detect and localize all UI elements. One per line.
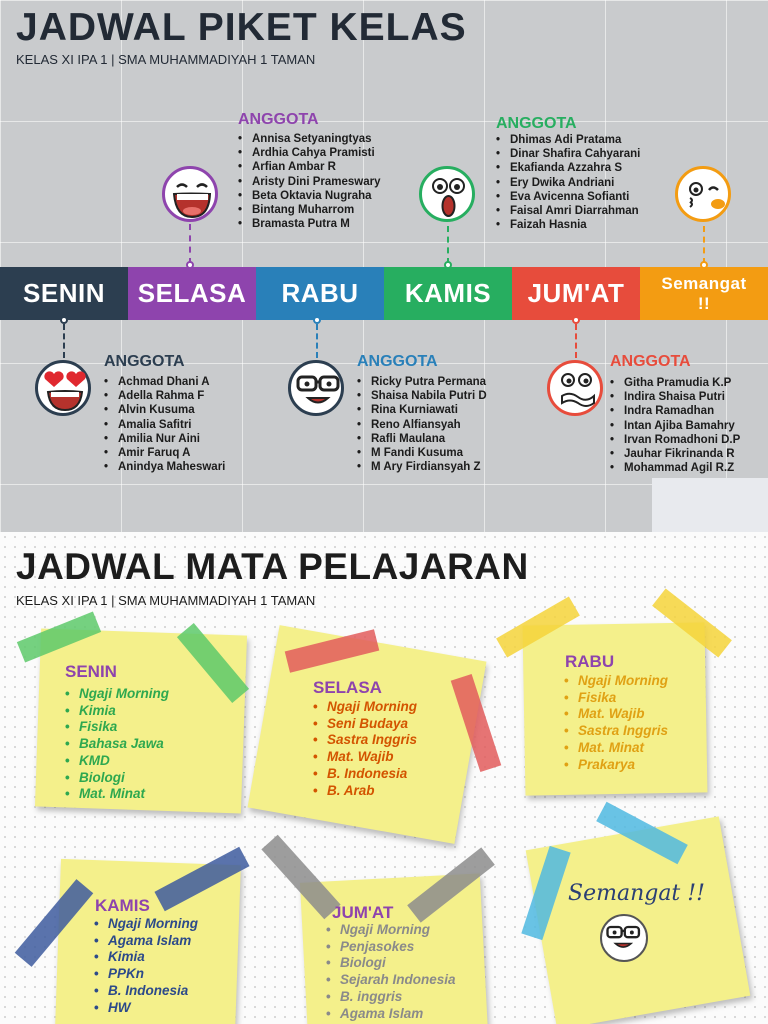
subject-list-selasa bbox=[313, 699, 417, 799]
day-bar-jumat: JUM'AT bbox=[512, 267, 640, 320]
subject-item: • Biologi bbox=[65, 770, 169, 787]
anggota-heading-senin: ANGGOTA bbox=[104, 353, 185, 370]
mapel-subtitle: KELAS XI IPA 1 | SMA MUHAMMADIYAH 1 TAMAN bbox=[16, 593, 316, 608]
subject-item: • B. Indonesia bbox=[313, 766, 417, 783]
connector-dot-rabu bbox=[313, 316, 321, 324]
member-item: • Arfian Ambar R bbox=[238, 160, 380, 174]
member-item: • Shaisa Nabila Putri D bbox=[357, 389, 487, 403]
note-title-jumat: JUM'AT bbox=[332, 903, 394, 922]
connector-dot-jumat bbox=[572, 316, 580, 324]
member-item: • Bintang Muharrom bbox=[238, 203, 380, 217]
subject-item: • Sastra Inggris bbox=[313, 732, 417, 749]
member-item: • Amilia Nur Aini bbox=[104, 432, 225, 446]
piket-title: JADWAL PIKET KELAS bbox=[16, 6, 467, 49]
member-item: • Dinar Shafira Cahyarani bbox=[496, 147, 640, 161]
day-bar-semangat bbox=[640, 267, 768, 320]
anggota-heading-jumat: ANGGOTA bbox=[610, 353, 691, 370]
heart-eyes-face-icon bbox=[35, 360, 91, 416]
glasses-face-icon bbox=[600, 914, 648, 962]
subject-item: • B. inggris bbox=[326, 989, 456, 1006]
semangat-text: Semangat !! bbox=[568, 881, 705, 906]
member-item: • Indra Ramadhan bbox=[610, 404, 740, 418]
member-list-selasa bbox=[238, 132, 380, 231]
note-title-senin: SENIN bbox=[65, 662, 117, 681]
connector-dot-selasa bbox=[186, 261, 194, 269]
member-list-kamis bbox=[496, 133, 640, 232]
subject-item: • B. Arab bbox=[313, 783, 417, 800]
connector-dot-kamis bbox=[444, 261, 452, 269]
subject-item: • PPKn bbox=[94, 966, 198, 983]
subject-item: • Fisika bbox=[65, 719, 169, 736]
laughing-face-icon bbox=[162, 166, 218, 222]
subject-list-jumat bbox=[326, 922, 456, 1022]
semangat-label: Semangat !! bbox=[661, 273, 747, 313]
member-list-rabu bbox=[357, 375, 487, 474]
subject-item: • Ngaji Morning bbox=[326, 922, 456, 939]
subject-item: • Mat. Wajib bbox=[564, 706, 668, 723]
piket-subtitle: KELAS XI IPA 1 | SMA MUHAMMADIYAH 1 TAMAN bbox=[16, 52, 316, 67]
member-item: • Anindya Maheswari bbox=[104, 460, 225, 474]
note-title-selasa: SELASA bbox=[313, 678, 382, 697]
member-item: • Ricky Putra Permana bbox=[357, 375, 487, 389]
blank-panel bbox=[652, 478, 768, 532]
subject-item: • Ngaji Morning bbox=[564, 673, 668, 690]
member-item: • Indira Shaisa Putri bbox=[610, 390, 740, 404]
subject-item: • KMD bbox=[65, 753, 169, 770]
member-item: • Irvan Romadhoni D.P bbox=[610, 433, 740, 447]
mapel-section bbox=[0, 532, 768, 1024]
connector-jumat bbox=[575, 324, 577, 358]
member-item: • Aristy Dini Prameswary bbox=[238, 175, 380, 189]
member-item: • Alvin Kusuma bbox=[104, 403, 225, 417]
member-item: • Ekafianda Azzahra S bbox=[496, 161, 640, 175]
connector-selasa bbox=[189, 224, 191, 264]
subject-item: • Mat. Wajib bbox=[313, 749, 417, 766]
subject-item: • Biologi bbox=[326, 955, 456, 972]
subject-item: • Mat. Minat bbox=[564, 740, 668, 757]
day-bar-selasa: SELASA bbox=[128, 267, 256, 320]
member-item: • Rafli Maulana bbox=[357, 432, 487, 446]
member-item: • Ery Dwika Andriani bbox=[496, 176, 640, 190]
member-item: • Reno Alfiansyah bbox=[357, 418, 487, 432]
connector-dot-senin bbox=[60, 316, 68, 324]
member-item: • Dhimas Adi Pratama bbox=[496, 133, 640, 147]
member-item: • Jauhar Fikrinanda R bbox=[610, 447, 740, 461]
connector-senin bbox=[63, 324, 65, 358]
member-item: • Annisa Setyaningtyas bbox=[238, 132, 380, 146]
member-item: • Mohammad Agil R.Z bbox=[610, 461, 740, 475]
anggota-heading-kamis: ANGGOTA bbox=[496, 115, 577, 132]
subject-list-rabu bbox=[564, 673, 668, 773]
wink-kiss-face-icon bbox=[675, 166, 731, 222]
subject-item: • Sastra Inggris bbox=[564, 723, 668, 740]
mapel-title: JADWAL MATA PELAJARAN bbox=[16, 546, 529, 587]
note-title-rabu: RABU bbox=[565, 652, 615, 671]
subject-item: • Ngaji Morning bbox=[94, 916, 198, 933]
member-item: • M Fandi Kusuma bbox=[357, 446, 487, 460]
member-item: • Bramasta Putra M bbox=[238, 217, 380, 231]
subject-list-kamis bbox=[94, 916, 198, 1016]
subject-item: • Agama Islam bbox=[326, 1006, 456, 1023]
connector-dot-semangat bbox=[700, 261, 708, 269]
member-item: • M Ary Firdiansyah Z bbox=[357, 460, 487, 474]
subject-item: • Ngaji Morning bbox=[65, 686, 169, 703]
subject-item: • Bahasa Jawa bbox=[65, 736, 169, 753]
subject-item: • Mat. Minat bbox=[65, 786, 169, 803]
member-item: • Adella Rahma F bbox=[104, 389, 225, 403]
anggota-heading-selasa: ANGGOTA bbox=[238, 111, 319, 128]
member-item: • Intan Ajiba Bamahry bbox=[610, 419, 740, 433]
member-list-senin bbox=[104, 375, 225, 474]
subject-item: • Penjasokes bbox=[326, 939, 456, 956]
member-item: • Amalia Safitri bbox=[104, 418, 225, 432]
subject-item: • B. Indonesia bbox=[94, 983, 198, 1000]
member-item: • Faisal Amri Diarrahman bbox=[496, 204, 640, 218]
glasses-face-icon bbox=[288, 360, 344, 416]
day-bar-rabu: RABU bbox=[256, 267, 384, 320]
note-title-kamis: KAMIS bbox=[95, 896, 150, 915]
member-item: • Rina Kurniawati bbox=[357, 403, 487, 417]
member-item: • Ardhia Cahya Pramisti bbox=[238, 146, 380, 160]
shocked-face-icon bbox=[419, 166, 475, 222]
member-item: • Achmad Dhani A bbox=[104, 375, 225, 389]
day-bar-senin: SENIN bbox=[0, 267, 128, 320]
member-item: • Faizah Hasnia bbox=[496, 218, 640, 232]
subject-item: • Agama Islam bbox=[94, 933, 198, 950]
subject-item: • Ngaji Morning bbox=[313, 699, 417, 716]
member-item: • Beta Oktavia Nugraha bbox=[238, 189, 380, 203]
subject-item: • Kimia bbox=[94, 949, 198, 966]
subject-item: • HW bbox=[94, 1000, 198, 1017]
subject-list-senin bbox=[65, 686, 169, 803]
member-item: • Githa Pramudia K.P bbox=[610, 376, 740, 390]
subject-item: • Seni Budaya bbox=[313, 716, 417, 733]
connector-rabu bbox=[316, 324, 318, 358]
grimace-face-icon bbox=[547, 360, 603, 416]
subject-item: • Prakarya bbox=[564, 757, 668, 774]
member-item: • Eva Avicenna Sofianti bbox=[496, 190, 640, 204]
connector-kamis bbox=[447, 226, 449, 264]
anggota-heading-rabu: ANGGOTA bbox=[357, 353, 438, 370]
member-list-jumat bbox=[610, 376, 740, 475]
day-bar-kamis: KAMIS bbox=[384, 267, 512, 320]
member-item: • Amir Faruq A bbox=[104, 446, 225, 460]
subject-item: • Fisika bbox=[564, 690, 668, 707]
subject-item: • Kimia bbox=[65, 703, 169, 720]
subject-item: • Sejarah Indonesia bbox=[326, 972, 456, 989]
connector-semangat bbox=[703, 226, 705, 264]
